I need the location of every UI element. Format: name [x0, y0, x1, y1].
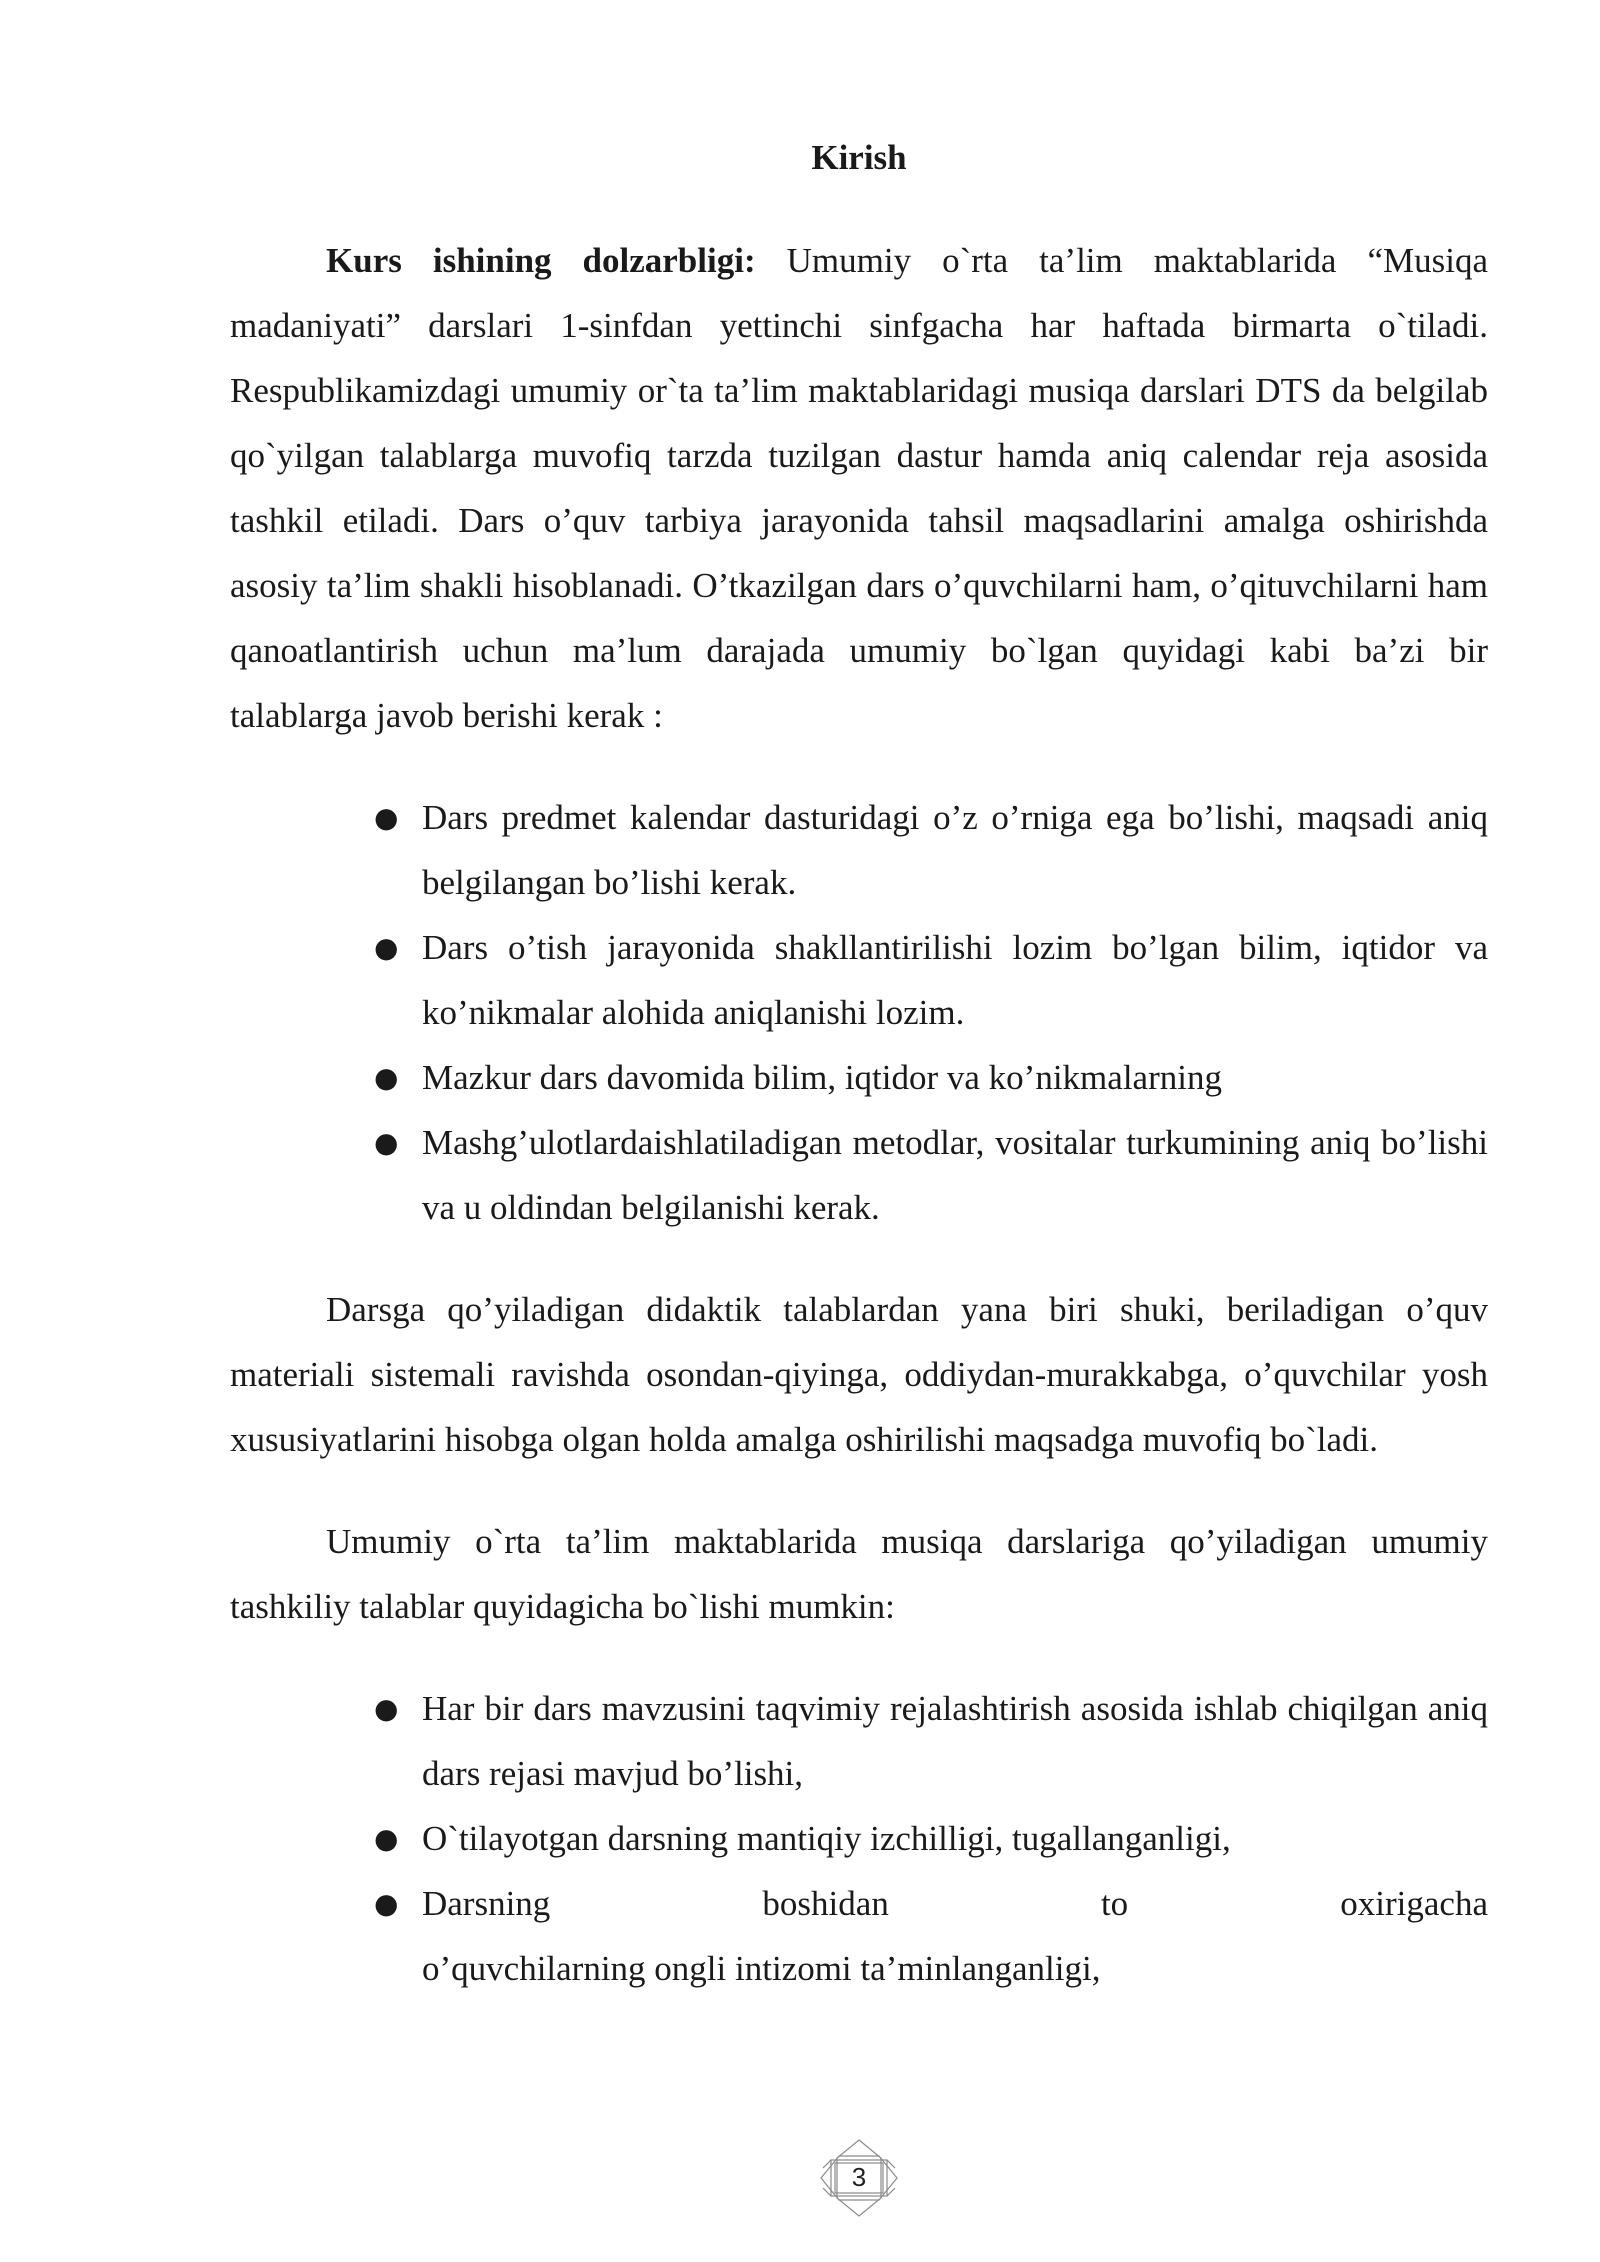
bullet-icon: ● [374, 1061, 399, 1094]
document-body [230, 125, 1488, 2001]
bullet-icon: ● [374, 1692, 399, 1725]
intro-lead-bold: Kurs ishining dolzarbligi: [326, 241, 756, 280]
list-item [374, 1110, 1488, 1240]
page-title: Kirish [811, 138, 907, 177]
bullet-icon: ● [374, 931, 399, 964]
list-item [374, 1806, 1488, 1871]
bullet-icon: ● [374, 1822, 399, 1855]
list-item [374, 1045, 1488, 1110]
list-item-text: Mazkur dars davomida bilim, iqtidor va ko’nikmalarning [422, 1058, 1222, 1097]
list-item-text: Dars predmet kalendar dasturidagi o’z o’rniga ega bo’lishi, maqsadi aniq belgilangan bo’lishi kerak. [422, 798, 1488, 902]
bullet-icon: ● [374, 801, 399, 834]
organizational-list [230, 1676, 1488, 2001]
list-item-text: Mashg’ulotlardaishlatiladigan metodlar, vositalar turkumining aniq bo’lishi va u oldindan belgilanishi kerak. [422, 1123, 1488, 1227]
requirements-list [230, 785, 1488, 1240]
list-item-text: Har bir dars mavzusini taqvimiy rejalashtirish asosida ishlab chiqilgan aniq dars rejasi mavjud bo’lishi, [422, 1689, 1488, 1793]
list-item [374, 1871, 1488, 2001]
list-item-text: O`tilayotgan darsning mantiqiy izchilligi, tugallanganligi, [422, 1819, 1231, 1858]
bullet-icon: ● [374, 1126, 399, 1159]
bullet-icon: ● [374, 1887, 399, 1920]
page-number-ornament [819, 2138, 899, 2218]
didactic-paragraph: Darsga qo’yiladigan didaktik talablardan yana biri shuki, beriladigan o’quv materiali sistemali ravishda osondan-qiyinga, oddiydan-murakkabga, o’quvchilar yosh xususiyatlarini hisobga olgan holda amalga oshirilishi maqsadga muvofiq bo`ladi. [230, 1290, 1488, 1459]
list-item [374, 785, 1488, 915]
list-item [374, 915, 1488, 1045]
list-item-text-line1: Darsning boshidan to oxirigacha [422, 1884, 1488, 1923]
list-item-text-line2: o’quvchilarning ongli intizomi ta’minlanganligi, [422, 1949, 1101, 1988]
list-item [374, 1676, 1488, 1806]
page-number: 3 [851, 2162, 867, 2192]
intro-text: Umumiy o`rta ta’lim maktablarida “Musiqa madaniyati” darslari 1-sinfdan yettinchi sinfgacha har haftada birmarta o`tiladi. Respublikamizdagi umumiy or`ta ta’lim maktablaridagi musiqa darslari DTS da belgilab qo`yilgan talablarga muvofiq tarzda tuzilgan dastur hamda aniq calendar reja asosida tashkil etiladi. Dars o’quv tarbiya jarayonida tahsil maqsadlarini amalga oshirishda asosiy ta’lim shakli hisoblanadi. O’tkazilgan dars o’quvchilarni ham, o’qituvchilarni ham qanoatlantirish uchun ma’lum darajada umumiy bo`lgan quyidagi kabi ba’zi bir talablarga javob berishi kerak : [230, 241, 1488, 735]
organizational-paragraph: Umumiy o`rta ta’lim maktablarida musiqa darslariga qo’yiladigan umumiy tashkiliy talablar quyidagicha bo`lishi mumkin: [230, 1522, 1488, 1626]
list-item-text: Dars o’tish jarayonida shakllantirilishi lozim bo’lgan bilim, iqtidor va ko’nikmalar alohida aniqlanishi lozim. [422, 928, 1488, 1032]
intro-paragraph [230, 228, 1488, 748]
